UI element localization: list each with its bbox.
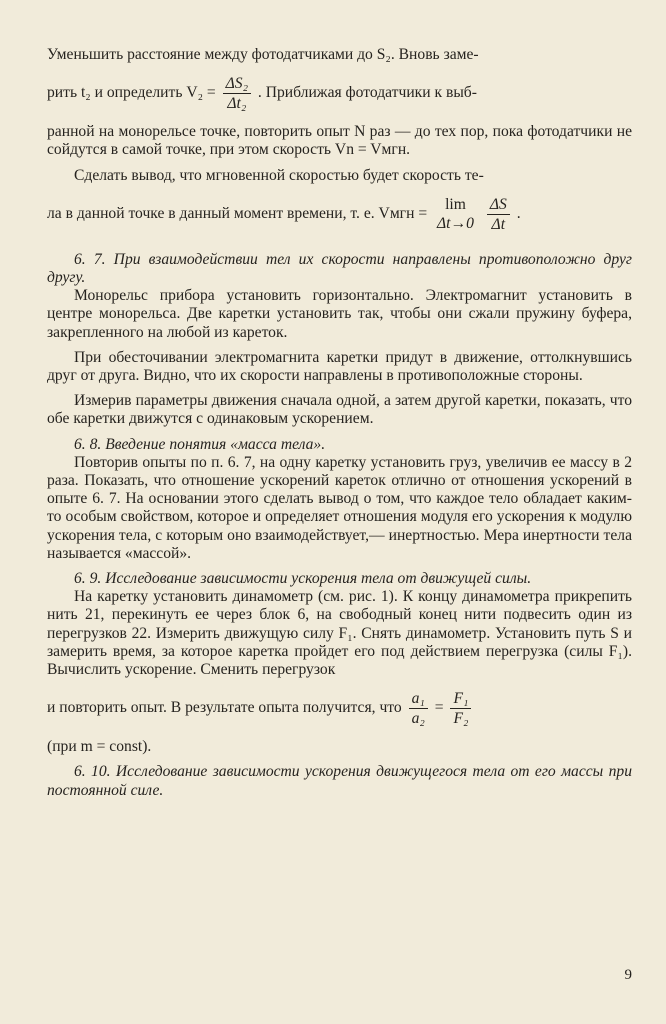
formula-text: и повторить опыт. В результате опыта получится, что (47, 699, 402, 717)
fraction-denominator: Δt₂ (227, 95, 247, 113)
formula-line-ratio (47, 679, 632, 738)
fraction-denominator: F₂ (453, 710, 469, 728)
section-heading-6-10: 6. 10. Исследование зависимости ускорения движущегося тела от его массы при постоянной силе. (47, 763, 632, 799)
limit-subscript: Δt→0 (437, 215, 474, 233)
fraction-a1-a2 (409, 689, 428, 728)
fraction-numerator: a₁ (409, 689, 428, 709)
formula-text: ла в данной точке в данный момент времени, т. е. Vмгн = (47, 204, 428, 222)
formula-text: рить t₂ и определить V₂ = (47, 84, 216, 102)
paragraph-line: Уменьшить расстояние между фотодатчиками до S₂. Вновь заме- (47, 46, 479, 63)
equals-sign: = (434, 699, 444, 717)
fraction-numerator: ΔS (487, 195, 510, 215)
paragraph: Измерив параметры движения сначала одной, а затем другой каретки, показать, что обе каретки движутся с одинаковым ускорением. (47, 392, 632, 428)
fraction-ds-dt (487, 195, 510, 234)
paragraph: При обесточивании электромагнита каретки придут в движение, оттолкнувшись друг от друга. Видно, что их скорости направлены в противоположные стороны. (47, 348, 632, 385)
fraction-denominator: a₂ (411, 710, 425, 728)
formula-line-velocity (47, 64, 632, 123)
paragraph: Повторив опыты по п. 6. 7, на одну каретку установить груз, увеличив ее массу в 2 раза. Показать, что отношение ускорений кареток отлично от отношения ускорений в опыте 6. 7. На основании этого сделать вывод о том, что каждое тело обладает каким-то особым свойством, которое и определяет отношения модуля его ускорения к модулю ускорения тела, с которым оно взаимодействует,— инертностью. Мера инертности тела называется «массой». (47, 453, 632, 562)
paragraph-line: (при m = const). (47, 738, 152, 756)
paragraph: ранной на монорельсе точке, повторить опыт N раз — до тех пор, пока фотодатчики не сойдутся в самой точке, при этом скорость Vn = Vмгн. (47, 123, 632, 159)
fraction-denominator: Δt (491, 215, 506, 233)
fraction-f1-f2 (450, 689, 471, 728)
formula-text: . (516, 204, 521, 222)
fraction-ds2-dt2 (223, 74, 251, 113)
limit-label: lim (445, 196, 466, 214)
paragraph: Монорельс прибора установить горизонтально. Электромагнит установить в центре монорельса. Две каретки установить так, чтобы они сжали пружину буфера, закрепленного на любой из кареток. (47, 287, 632, 341)
formula-text: . Приближая фотодатчики к выб- (257, 84, 477, 102)
paragraph-line: Сделать вывод, что мгновенной скоростью будет скорость те- (74, 166, 484, 184)
fraction-numerator: ΔS₂ (223, 74, 251, 94)
page-number: 9 (624, 967, 632, 983)
section-heading-6-9: 6. 9. Исследование зависимости ускорения тела от движущей силы. (74, 570, 532, 588)
limit-operator (434, 195, 477, 233)
section-heading-6-7: 6. 7. При взаимодействии тел их скорости направлены противоположно друг другу. (47, 250, 632, 287)
fraction-numerator: F₁ (450, 689, 471, 709)
formula-line-limit (47, 185, 632, 244)
paragraph: На каретку установить динамометр (см. рис. 1). К концу динамометра прикрепить нить 21, перекинуть ее через блок 6, на свободный конец нити подвесить один из перегрузков 22. Измерить движущую силу F₁. Снять динамометр. Установить путь S и замерить время, за которое каретка пройдет его под действием перегрузка (силы F₁). Вычислить ускорение. Сменить перегрузок (47, 588, 632, 679)
section-heading-6-8: 6. 8. Введение понятия «масса тела». (74, 435, 326, 453)
